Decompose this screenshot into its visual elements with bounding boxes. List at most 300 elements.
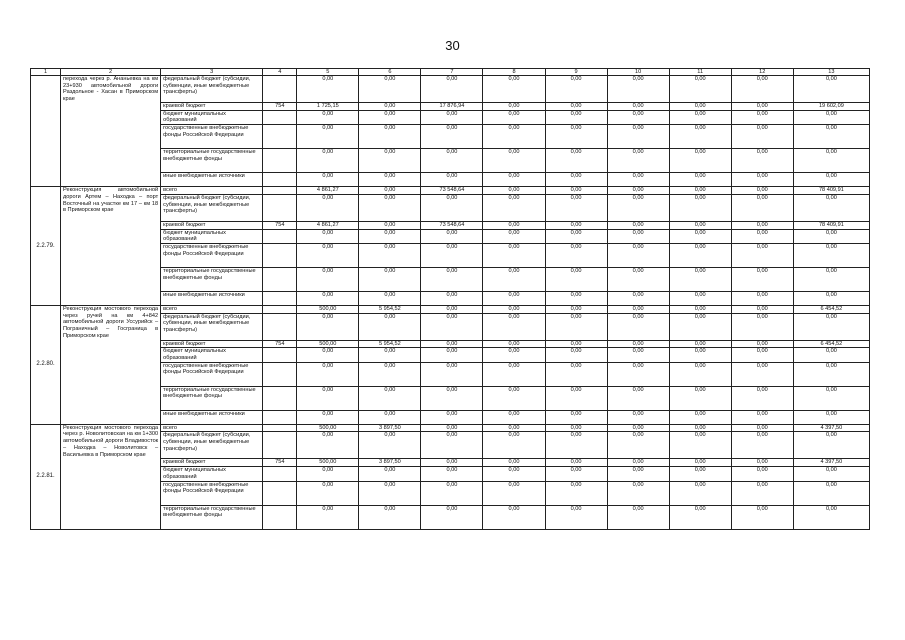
amount-cell: 0,00 xyxy=(607,459,669,467)
funding-source: государственные внебюджетные фонды Российской Федерации xyxy=(161,362,263,386)
funding-source: государственные внебюджетные фонды Российской Федерации xyxy=(161,481,263,505)
amount-cell: 0,00 xyxy=(731,229,793,243)
amount-cell: 0,00 xyxy=(421,229,483,243)
amount-cell: 0,00 xyxy=(545,76,607,103)
column-header-13: 13 xyxy=(793,69,869,76)
amount-cell: 0,00 xyxy=(545,173,607,187)
amount-cell: 0,00 xyxy=(669,340,731,348)
amount-cell: 0,00 xyxy=(421,432,483,459)
admin-code xyxy=(263,173,297,187)
admin-code xyxy=(263,229,297,243)
amount-cell: 0,00 xyxy=(297,76,359,103)
amount-cell: 0,00 xyxy=(731,505,793,529)
amount-cell: 0,00 xyxy=(483,313,545,340)
amount-cell: 0,00 xyxy=(359,291,421,305)
amount-cell: 0,00 xyxy=(793,386,869,410)
amount-cell: 19 602,09 xyxy=(793,103,869,111)
funding-source: государственные внебюджетные фонды Российской Федерации xyxy=(161,125,263,149)
amount-cell: 0,00 xyxy=(421,125,483,149)
amount-cell: 0,00 xyxy=(359,76,421,103)
amount-cell: 0,00 xyxy=(669,125,731,149)
amount-cell: 0,00 xyxy=(607,76,669,103)
amount-cell: 0,00 xyxy=(359,243,421,267)
item-name: Реконструкция автомобильной дороги Артем – Находка – порт Восточный на участке км 17 – км 18 в Приморском крае xyxy=(61,187,161,306)
amount-cell: 0,00 xyxy=(607,125,669,149)
item-code xyxy=(31,76,61,187)
admin-code xyxy=(263,467,297,481)
amount-cell: 0,00 xyxy=(793,291,869,305)
funding-source: краевой бюджет xyxy=(161,103,263,111)
funding-source: бюджет муниципальных образований xyxy=(161,110,263,124)
amount-cell: 0,00 xyxy=(669,505,731,529)
amount-cell: 0,00 xyxy=(545,194,607,221)
amount-cell: 0,00 xyxy=(669,149,731,173)
amount-cell: 0,00 xyxy=(793,348,869,362)
funding-source: территориальные государственные внебюджетные фонды xyxy=(161,149,263,173)
amount-cell: 0,00 xyxy=(421,313,483,340)
column-number-row xyxy=(31,69,870,76)
funding-source: иные внебюджетные источники xyxy=(161,173,263,187)
amount-cell: 73 548,64 xyxy=(421,187,483,195)
admin-code xyxy=(263,243,297,267)
amount-cell: 0,00 xyxy=(545,481,607,505)
admin-code xyxy=(263,194,297,221)
amount-cell: 0,00 xyxy=(731,267,793,291)
amount-cell: 0,00 xyxy=(545,125,607,149)
amount-cell: 0,00 xyxy=(297,267,359,291)
amount-cell: 0,00 xyxy=(297,348,359,362)
amount-cell: 0,00 xyxy=(483,467,545,481)
table-row xyxy=(31,187,870,195)
amount-cell: 0,00 xyxy=(669,267,731,291)
amount-cell: 0,00 xyxy=(607,424,669,432)
amount-cell: 0,00 xyxy=(359,481,421,505)
amount-cell: 0,00 xyxy=(669,305,731,313)
amount-cell: 0,00 xyxy=(297,291,359,305)
amount-cell: 0,00 xyxy=(483,410,545,424)
admin-code xyxy=(263,432,297,459)
amount-cell: 0,00 xyxy=(669,103,731,111)
admin-code xyxy=(263,125,297,149)
amount-cell: 0,00 xyxy=(421,505,483,529)
funding-source: иные внебюджетные источники xyxy=(161,410,263,424)
amount-cell: 0,00 xyxy=(421,291,483,305)
amount-cell: 0,00 xyxy=(793,149,869,173)
amount-cell: 3 897,50 xyxy=(359,424,421,432)
amount-cell: 0,00 xyxy=(731,410,793,424)
amount-cell: 0,00 xyxy=(421,481,483,505)
amount-cell: 4 397,50 xyxy=(793,424,869,432)
amount-cell: 500,00 xyxy=(297,459,359,467)
amount-cell: 0,00 xyxy=(669,76,731,103)
amount-cell: 0,00 xyxy=(607,348,669,362)
amount-cell: 0,00 xyxy=(483,305,545,313)
item-name: перехода через р. Ананьевка на км 23+930 автомобильной дороги Раздольное - Хасан в Приморском крае xyxy=(61,76,161,187)
amount-cell: 0,00 xyxy=(545,221,607,229)
amount-cell: 0,00 xyxy=(297,410,359,424)
amount-cell: 0,00 xyxy=(483,291,545,305)
amount-cell: 0,00 xyxy=(297,173,359,187)
item-name: Реконструкция мостового перехода через ручей на км 4+842 автомобильной дороги Уссурийск – Пограничный – Госграница в Приморском крае xyxy=(61,305,161,424)
amount-cell: 0,00 xyxy=(483,267,545,291)
amount-cell: 0,00 xyxy=(297,243,359,267)
amount-cell: 0,00 xyxy=(731,291,793,305)
amount-cell: 0,00 xyxy=(793,110,869,124)
amount-cell: 0,00 xyxy=(359,432,421,459)
amount-cell: 0,00 xyxy=(359,313,421,340)
amount-cell: 0,00 xyxy=(297,229,359,243)
amount-cell: 0,00 xyxy=(669,386,731,410)
funding-source: федеральный бюджет (субсидии, субвенции, иные межбюджетные трансферты) xyxy=(161,194,263,221)
amount-cell: 0,00 xyxy=(359,362,421,386)
admin-code: 754 xyxy=(263,221,297,229)
amount-cell: 0,00 xyxy=(483,243,545,267)
amount-cell: 0,00 xyxy=(607,187,669,195)
amount-cell: 500,00 xyxy=(297,340,359,348)
amount-cell: 0,00 xyxy=(421,149,483,173)
amount-cell: 0,00 xyxy=(359,386,421,410)
amount-cell: 0,00 xyxy=(607,481,669,505)
funding-source: всего xyxy=(161,424,263,432)
amount-cell: 0,00 xyxy=(359,103,421,111)
amount-cell: 0,00 xyxy=(545,505,607,529)
amount-cell: 0,00 xyxy=(483,221,545,229)
amount-cell: 0,00 xyxy=(793,173,869,187)
funding-source: территориальные государственные внебюджетные фонды xyxy=(161,267,263,291)
amount-cell: 0,00 xyxy=(359,221,421,229)
amount-cell: 73 548,64 xyxy=(421,221,483,229)
amount-cell: 0,00 xyxy=(421,110,483,124)
amount-cell: 0,00 xyxy=(359,348,421,362)
amount-cell: 0,00 xyxy=(297,149,359,173)
column-header-3: 3 xyxy=(161,69,263,76)
amount-cell: 0,00 xyxy=(545,187,607,195)
amount-cell: 0,00 xyxy=(607,305,669,313)
amount-cell: 0,00 xyxy=(421,410,483,424)
amount-cell: 0,00 xyxy=(669,467,731,481)
amount-cell: 0,00 xyxy=(421,424,483,432)
amount-cell: 0,00 xyxy=(483,149,545,173)
amount-cell: 0,00 xyxy=(421,173,483,187)
amount-cell: 0,00 xyxy=(545,305,607,313)
amount-cell: 0,00 xyxy=(731,459,793,467)
amount-cell: 0,00 xyxy=(731,348,793,362)
amount-cell: 0,00 xyxy=(731,149,793,173)
funding-source: бюджет муниципальных образований xyxy=(161,348,263,362)
admin-code xyxy=(263,187,297,195)
amount-cell: 0,00 xyxy=(731,432,793,459)
page-number: 30 xyxy=(445,38,460,53)
admin-code xyxy=(263,348,297,362)
amount-cell: 0,00 xyxy=(545,432,607,459)
amount-cell: 0,00 xyxy=(731,194,793,221)
amount-cell: 0,00 xyxy=(421,194,483,221)
admin-code xyxy=(263,505,297,529)
amount-cell: 0,00 xyxy=(731,187,793,195)
amount-cell: 0,00 xyxy=(731,305,793,313)
amount-cell: 0,00 xyxy=(545,103,607,111)
amount-cell: 0,00 xyxy=(731,467,793,481)
amount-cell: 0,00 xyxy=(669,424,731,432)
amount-cell: 0,00 xyxy=(793,76,869,103)
amount-cell: 0,00 xyxy=(731,173,793,187)
column-header-5: 5 xyxy=(297,69,359,76)
amount-cell: 0,00 xyxy=(483,125,545,149)
amount-cell: 0,00 xyxy=(669,110,731,124)
amount-cell: 500,00 xyxy=(297,424,359,432)
amount-cell: 0,00 xyxy=(421,386,483,410)
amount-cell: 0,00 xyxy=(607,291,669,305)
admin-code xyxy=(263,76,297,103)
amount-cell: 0,00 xyxy=(607,432,669,459)
amount-cell: 0,00 xyxy=(359,187,421,195)
amount-cell: 5 954,52 xyxy=(359,340,421,348)
amount-cell: 0,00 xyxy=(669,362,731,386)
amount-cell: 0,00 xyxy=(793,481,869,505)
funding-source: иные внебюджетные источники xyxy=(161,291,263,305)
amount-cell: 0,00 xyxy=(731,386,793,410)
amount-cell: 0,00 xyxy=(297,125,359,149)
amount-cell: 0,00 xyxy=(359,173,421,187)
amount-cell: 0,00 xyxy=(731,103,793,111)
amount-cell: 0,00 xyxy=(421,459,483,467)
amount-cell: 0,00 xyxy=(483,340,545,348)
amount-cell: 0,00 xyxy=(545,229,607,243)
amount-cell: 0,00 xyxy=(297,505,359,529)
amount-cell: 0,00 xyxy=(545,348,607,362)
amount-cell: 0,00 xyxy=(607,221,669,229)
funding-source: федеральный бюджет (субсидии, субвенции, иные межбюджетные трансферты) xyxy=(161,432,263,459)
amount-cell: 4 397,50 xyxy=(793,459,869,467)
amount-cell: 78 409,91 xyxy=(793,221,869,229)
amount-cell: 0,00 xyxy=(359,467,421,481)
amount-cell: 78 409,91 xyxy=(793,187,869,195)
amount-cell: 0,00 xyxy=(545,313,607,340)
column-header-11: 11 xyxy=(669,69,731,76)
column-header-4: 4 xyxy=(263,69,297,76)
amount-cell: 0,00 xyxy=(607,243,669,267)
item-code: 2.2.81. xyxy=(31,424,61,529)
amount-cell: 0,00 xyxy=(793,313,869,340)
amount-cell: 0,00 xyxy=(483,362,545,386)
amount-cell: 0,00 xyxy=(793,432,869,459)
admin-code: 754 xyxy=(263,340,297,348)
amount-cell: 0,00 xyxy=(483,348,545,362)
amount-cell: 0,00 xyxy=(731,125,793,149)
amount-cell: 0,00 xyxy=(669,459,731,467)
item-code: 2.2.79. xyxy=(31,187,61,306)
amount-cell: 0,00 xyxy=(669,229,731,243)
amount-cell: 0,00 xyxy=(607,149,669,173)
amount-cell: 0,00 xyxy=(669,194,731,221)
amount-cell: 0,00 xyxy=(607,505,669,529)
amount-cell: 0,00 xyxy=(421,348,483,362)
amount-cell: 0,00 xyxy=(297,110,359,124)
amount-cell: 0,00 xyxy=(731,76,793,103)
amount-cell: 6 454,52 xyxy=(793,305,869,313)
admin-code xyxy=(263,267,297,291)
amount-cell: 0,00 xyxy=(793,410,869,424)
amount-cell: 0,00 xyxy=(793,229,869,243)
amount-cell: 0,00 xyxy=(607,362,669,386)
amount-cell: 0,00 xyxy=(793,125,869,149)
amount-cell: 0,00 xyxy=(669,348,731,362)
admin-code xyxy=(263,313,297,340)
funding-source: краевой бюджет xyxy=(161,459,263,467)
amount-cell: 0,00 xyxy=(731,362,793,386)
amount-cell: 0,00 xyxy=(607,194,669,221)
amount-cell: 0,00 xyxy=(359,194,421,221)
amount-cell: 0,00 xyxy=(669,187,731,195)
amount-cell: 1 725,15 xyxy=(297,103,359,111)
admin-code: 754 xyxy=(263,459,297,467)
amount-cell: 0,00 xyxy=(359,125,421,149)
funding-source: бюджет муниципальных образований xyxy=(161,467,263,481)
amount-cell: 0,00 xyxy=(483,386,545,410)
amount-cell: 0,00 xyxy=(545,410,607,424)
amount-cell: 0,00 xyxy=(545,386,607,410)
amount-cell: 0,00 xyxy=(359,505,421,529)
table-row xyxy=(31,76,870,103)
amount-cell: 0,00 xyxy=(545,340,607,348)
amount-cell: 4 861,27 xyxy=(297,221,359,229)
amount-cell: 3 897,50 xyxy=(359,459,421,467)
amount-cell: 0,00 xyxy=(483,76,545,103)
amount-cell: 0,00 xyxy=(731,313,793,340)
amount-cell: 0,00 xyxy=(669,313,731,340)
amount-cell: 0,00 xyxy=(483,103,545,111)
column-header-10: 10 xyxy=(607,69,669,76)
amount-cell: 0,00 xyxy=(793,505,869,529)
amount-cell: 0,00 xyxy=(669,221,731,229)
amount-cell: 0,00 xyxy=(669,432,731,459)
admin-code xyxy=(263,291,297,305)
amount-cell: 0,00 xyxy=(483,459,545,467)
column-header-1: 1 xyxy=(31,69,61,76)
amount-cell: 0,00 xyxy=(607,313,669,340)
amount-cell: 0,00 xyxy=(669,481,731,505)
amount-cell: 0,00 xyxy=(483,194,545,221)
amount-cell: 0,00 xyxy=(421,76,483,103)
amount-cell: 0,00 xyxy=(297,194,359,221)
amount-cell: 0,00 xyxy=(607,467,669,481)
amount-cell: 0,00 xyxy=(545,424,607,432)
amount-cell: 0,00 xyxy=(607,267,669,291)
funding-source: государственные внебюджетные фонды Российской Федерации xyxy=(161,243,263,267)
amount-cell: 0,00 xyxy=(421,305,483,313)
amount-cell: 0,00 xyxy=(297,362,359,386)
amount-cell: 0,00 xyxy=(421,243,483,267)
amount-cell: 4 861,27 xyxy=(297,187,359,195)
amount-cell: 0,00 xyxy=(483,481,545,505)
funding-source: федеральный бюджет (субсидии, субвенции, иные межбюджетные трансферты) xyxy=(161,313,263,340)
amount-cell: 0,00 xyxy=(731,340,793,348)
amount-cell: 0,00 xyxy=(793,194,869,221)
amount-cell: 0,00 xyxy=(483,505,545,529)
amount-cell: 0,00 xyxy=(421,267,483,291)
amount-cell: 0,00 xyxy=(607,110,669,124)
amount-cell: 0,00 xyxy=(793,243,869,267)
amount-cell: 0,00 xyxy=(359,229,421,243)
funding-source: территориальные государственные внебюджетные фонды xyxy=(161,505,263,529)
amount-cell: 0,00 xyxy=(669,410,731,424)
amount-cell: 0,00 xyxy=(669,291,731,305)
amount-cell: 0,00 xyxy=(483,110,545,124)
amount-cell: 0,00 xyxy=(297,467,359,481)
amount-cell: 0,00 xyxy=(607,410,669,424)
amount-cell: 0,00 xyxy=(545,362,607,386)
funding-source: всего xyxy=(161,305,263,313)
table-row xyxy=(31,424,870,432)
amount-cell: 0,00 xyxy=(607,229,669,243)
budget-table xyxy=(30,68,870,530)
amount-cell: 0,00 xyxy=(483,173,545,187)
amount-cell: 0,00 xyxy=(669,243,731,267)
admin-code xyxy=(263,149,297,173)
item-code: 2.2.80. xyxy=(31,305,61,424)
amount-cell: 0,00 xyxy=(607,340,669,348)
admin-code xyxy=(263,386,297,410)
amount-cell: 0,00 xyxy=(793,362,869,386)
amount-cell: 0,00 xyxy=(607,386,669,410)
column-header-12: 12 xyxy=(731,69,793,76)
admin-code xyxy=(263,362,297,386)
amount-cell: 0,00 xyxy=(421,340,483,348)
amount-cell: 0,00 xyxy=(359,267,421,291)
funding-source: бюджет муниципальных образований xyxy=(161,229,263,243)
amount-cell: 0,00 xyxy=(483,432,545,459)
admin-code: 754 xyxy=(263,103,297,111)
amount-cell: 0,00 xyxy=(545,459,607,467)
amount-cell: 0,00 xyxy=(483,424,545,432)
amount-cell: 5 954,52 xyxy=(359,305,421,313)
column-header-8: 8 xyxy=(483,69,545,76)
amount-cell: 0,00 xyxy=(545,149,607,173)
amount-cell: 0,00 xyxy=(545,267,607,291)
admin-code xyxy=(263,424,297,432)
column-header-7: 7 xyxy=(421,69,483,76)
admin-code xyxy=(263,110,297,124)
amount-cell: 0,00 xyxy=(297,313,359,340)
column-header-2: 2 xyxy=(61,69,161,76)
amount-cell: 0,00 xyxy=(483,187,545,195)
funding-source: федеральный бюджет (субсидии, субвенции, иные межбюджетные трансферты) xyxy=(161,76,263,103)
table-row xyxy=(31,305,870,313)
amount-cell: 0,00 xyxy=(731,221,793,229)
amount-cell: 0,00 xyxy=(731,481,793,505)
admin-code xyxy=(263,410,297,424)
amount-cell: 0,00 xyxy=(297,386,359,410)
amount-cell: 0,00 xyxy=(421,362,483,386)
funding-source: краевой бюджет xyxy=(161,340,263,348)
column-header-9: 9 xyxy=(545,69,607,76)
funding-source: краевой бюджет xyxy=(161,221,263,229)
amount-cell: 0,00 xyxy=(731,110,793,124)
amount-cell: 0,00 xyxy=(607,173,669,187)
amount-cell: 0,00 xyxy=(359,110,421,124)
admin-code xyxy=(263,305,297,313)
amount-cell: 0,00 xyxy=(483,229,545,243)
funding-source: всего xyxy=(161,187,263,195)
funding-source: территориальные государственные внебюджетные фонды xyxy=(161,386,263,410)
amount-cell: 0,00 xyxy=(545,467,607,481)
amount-cell: 0,00 xyxy=(793,467,869,481)
amount-cell: 0,00 xyxy=(545,243,607,267)
amount-cell: 0,00 xyxy=(545,110,607,124)
amount-cell: 0,00 xyxy=(793,267,869,291)
amount-cell: 0,00 xyxy=(669,173,731,187)
amount-cell: 0,00 xyxy=(359,149,421,173)
